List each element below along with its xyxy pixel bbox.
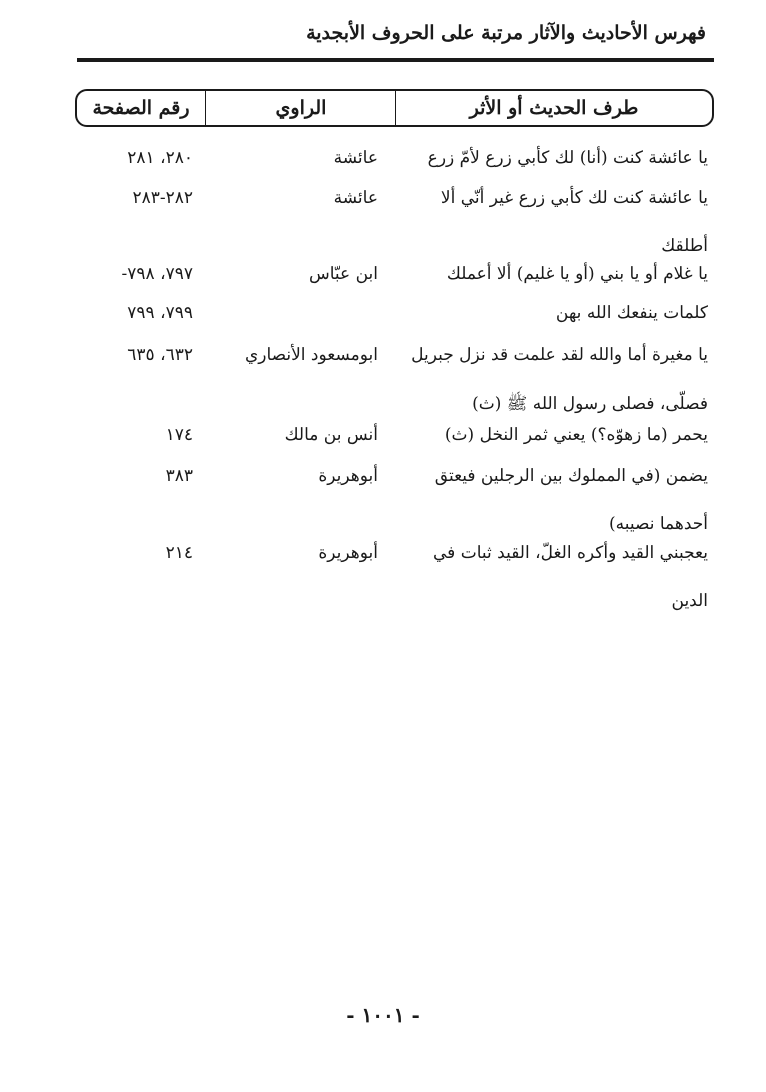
entry-narrator: أبوهريرة bbox=[318, 543, 378, 563]
column-header-hadith-text: طرف الحديث أو الأثر bbox=[395, 91, 712, 125]
entry-page-ref: ٧٩٧، ٧٩٨- bbox=[121, 264, 193, 284]
entry-text: يحمر (ما زهوّه؟) يعني ثمر النخل (ث) bbox=[444, 425, 708, 445]
entry-narrator: أبوهريرة bbox=[318, 466, 378, 486]
entry-page-ref: ٢٨٠، ٢٨١ bbox=[127, 148, 193, 168]
index-entry bbox=[0, 466, 766, 534]
entry-page-ref: ٣٨٣ bbox=[165, 466, 193, 486]
entry-text: يا عائشة كنت (أنا) لك كأبي زرع لأمّ زرع bbox=[427, 148, 708, 168]
entry-narrator: ابومسعود الأنصاري bbox=[244, 345, 378, 365]
entry-text: كلمات ينفعك الله بهن bbox=[555, 303, 708, 323]
index-entry bbox=[0, 264, 766, 296]
entry-page-ref: ١٧٤ bbox=[165, 425, 193, 445]
entry-text: يا عائشة كنت لك كأبي زرع غير أنّي ألا bbox=[440, 188, 708, 208]
entry-page-ref: ٧٩٩، ٧٩٩ bbox=[127, 303, 193, 323]
entry-text: يعجبني القيد وأكره الغلّ، القيد ثبات في bbox=[433, 543, 708, 563]
entry-text-continuation: فصلّى، فصلى رسول الله ﷺ (ث) bbox=[472, 394, 708, 414]
column-header-narrator: الراوي bbox=[205, 91, 396, 125]
entry-text-continuation: الدين bbox=[671, 591, 708, 611]
entry-page-ref: ٦٣٢، ٦٣٥ bbox=[127, 345, 193, 365]
running-header-title: فهرس الأحاديث والآثار مرتبة على الحروف الأبجدية bbox=[306, 22, 706, 44]
entry-narrator: ابن عبّاس bbox=[308, 264, 378, 284]
entry-narrator: عائشة bbox=[333, 188, 378, 208]
entry-text-continuation: أطلقك bbox=[661, 236, 708, 256]
column-header-page-ref: رقم الصفحة bbox=[92, 97, 190, 119]
index-entry bbox=[0, 303, 766, 335]
column-header-row bbox=[75, 89, 714, 127]
page-number: - ١٠٠١ - bbox=[346, 1003, 420, 1027]
index-entry bbox=[0, 148, 766, 180]
entry-text: يضمن (في المملوك بين الرجلين فيعتق bbox=[434, 466, 708, 486]
index-entry bbox=[0, 188, 766, 256]
entry-text: يا غلام أو يا بني (أو يا غليم) ألا أعملك bbox=[446, 264, 708, 284]
entry-narrator: عائشة bbox=[333, 148, 378, 168]
index-entry bbox=[0, 425, 766, 457]
entry-page-ref: ٢٨٢-٢٨٣ bbox=[132, 188, 193, 208]
entry-page-ref: ٢١٤ bbox=[165, 543, 193, 563]
index-entry bbox=[0, 543, 766, 611]
entry-narrator: أنس بن مالك bbox=[284, 425, 378, 445]
entry-text: يا مغيرة أما والله لقد علمت قد نزل جبريل bbox=[411, 345, 708, 365]
header-rule bbox=[77, 58, 714, 62]
index-entry bbox=[0, 345, 766, 414]
entry-text-continuation: أحدهما نصيبه) bbox=[608, 514, 708, 534]
